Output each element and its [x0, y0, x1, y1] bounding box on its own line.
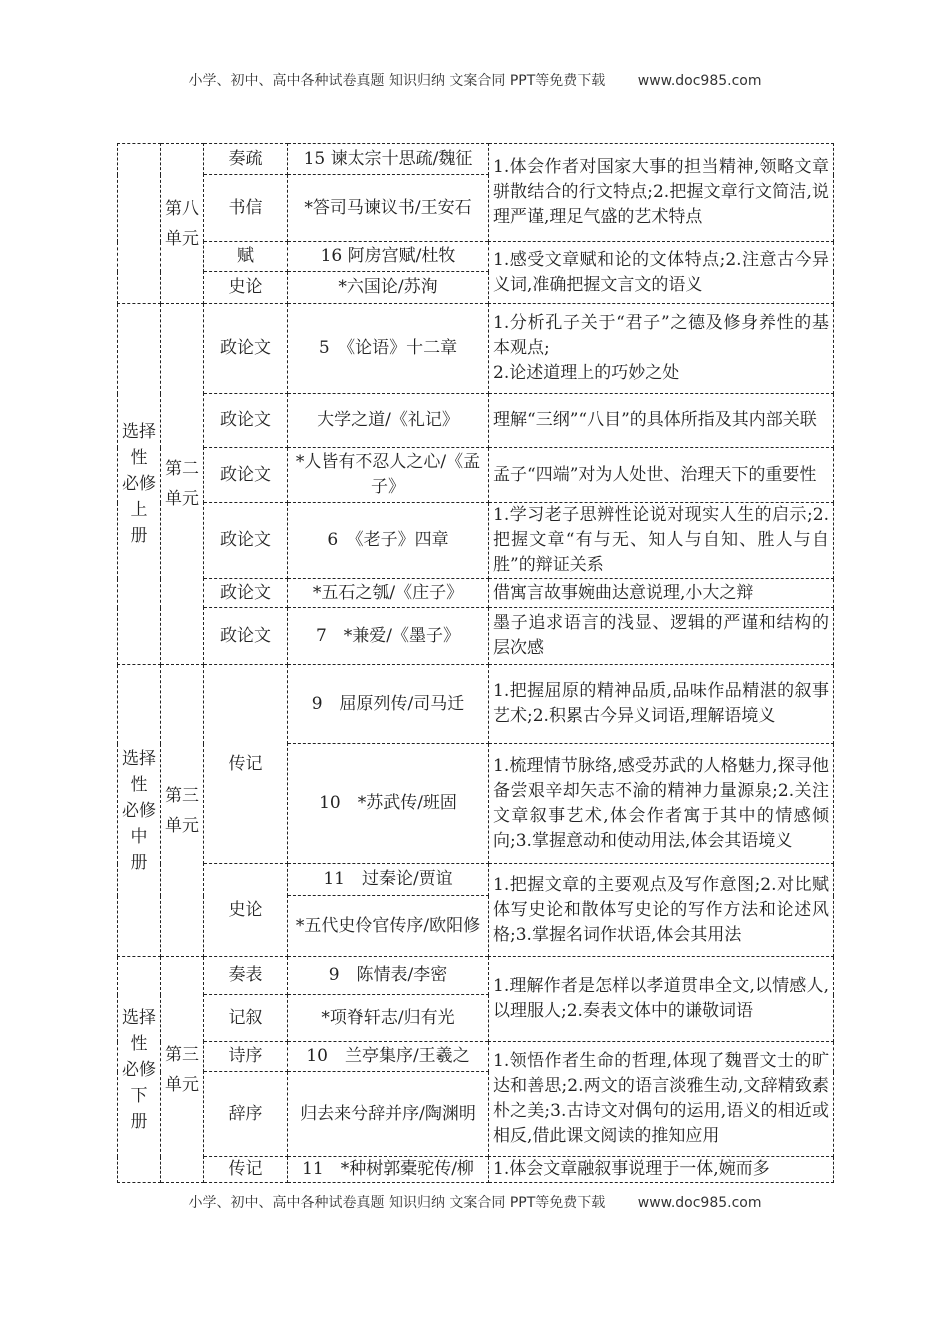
learning-aim-cell: 理解“三纲”“八目”的具体所指及其内部关联 — [489, 394, 834, 448]
text-title-cell: 11 *种树郭橐驼传/柳 — [288, 1157, 489, 1183]
footer-site-link[interactable]: www.doc985.com — [637, 1195, 762, 1211]
text-title-cell: 大学之道/《礼记》 — [288, 394, 489, 448]
genre-cell: 政论文 — [204, 579, 288, 608]
learning-aim-cell: 1.理解作者是怎样以孝道贯串全文,以情感人,以理服人;2.奏表文体中的谦敬词语 — [489, 957, 834, 1042]
text-title-cell: *人皆有不忍人之心/《孟子》 — [288, 448, 489, 503]
footer-text: 小学、初中、高中各种试卷真题 知识归纳 文案合同 PPT等免费下载 — [188, 1195, 606, 1211]
learning-aim-cell: 1.领悟作者生命的哲理,体现了魏晋文士的旷达和善思;2.两文的语言淡雅生动,文辞精致素朴之美;3.古诗文对偶句的运用,语义的相近或相反,借此课文阅读的推知应用 — [489, 1042, 834, 1157]
learning-aim-cell: 孟子“四端”对为人处世、治理天下的重要性 — [489, 448, 834, 503]
genre-cell: 辞序 — [204, 1072, 288, 1157]
page-footer — [0, 1192, 950, 1212]
text-title-cell: 9 陈情表/李密 — [288, 957, 489, 995]
header-site-link[interactable]: www.doc985.com — [637, 73, 762, 89]
table-row — [118, 503, 834, 579]
curriculum-table — [117, 143, 834, 1183]
table-row — [118, 242, 834, 272]
unit-cell: 第三 单元 — [161, 665, 204, 957]
text-title-cell: 9 屈原列传/司马迁 — [288, 665, 489, 744]
table-row — [118, 1042, 834, 1072]
volume-cell: 选择 性 必修 下 册 — [118, 957, 161, 1183]
genre-cell: 政论文 — [204, 304, 288, 394]
learning-aim-cell: 1.学习老子思辨性论说对现实人生的启示;2.把握文章“有与无、知人与自知、胜人与自胜”的辩证关系 — [489, 503, 834, 579]
text-title-cell: 10 *苏武传/班固 — [288, 744, 489, 864]
page-header — [0, 70, 950, 90]
table-row — [118, 608, 834, 665]
header-text: 小学、初中、高中各种试卷真题 知识归纳 文案合同 PPT等免费下载 — [188, 73, 606, 89]
genre-cell: 奏表 — [204, 957, 288, 995]
learning-aim-cell: 1.把握文章的主要观点及写作意图;2.对比赋体写史论和散体写史论的写作方法和论述风格;3.掌握名词作状语,体会其用法 — [489, 864, 834, 957]
genre-cell: 史论 — [204, 864, 288, 957]
table-row — [118, 304, 834, 394]
text-title-cell: 5 《论语》十二章 — [288, 304, 489, 394]
text-title-cell: 16 阿房宫赋/杜牧 — [288, 242, 489, 272]
genre-cell: 传记 — [204, 665, 288, 864]
learning-aim-cell: 1.感受文章赋和论的文体特点;2.注意古今异义词,准确把握文言文的语义 — [489, 242, 834, 304]
genre-cell: 传记 — [204, 1157, 288, 1183]
genre-cell: 史论 — [204, 272, 288, 304]
genre-cell: 政论文 — [204, 503, 288, 579]
learning-aim-cell: 1.梳理情节脉络,感受苏武的人格魅力,探寻他备尝艰辛却矢志不渝的精神力量源泉;2.关注文章叙事艺术,体会作者寓于其中的情感倾向;3.掌握意动和使动用法,体会其语境义 — [489, 744, 834, 864]
text-title-cell: *答司马谏议书/王安石 — [288, 175, 489, 242]
genre-cell: 政论文 — [204, 448, 288, 503]
text-title-cell: 6 《老子》四章 — [288, 503, 489, 579]
unit-cell: 第八 单元 — [161, 144, 204, 304]
genre-cell: 书信 — [204, 175, 288, 242]
learning-aim-cell: 墨子追求语言的浅显、逻辑的严谨和结构的层次感 — [489, 608, 834, 665]
table-row — [118, 864, 834, 896]
table-row — [118, 448, 834, 503]
text-title-cell: 7 *兼爱/《墨子》 — [288, 608, 489, 665]
genre-cell: 奏疏 — [204, 144, 288, 175]
text-title-cell: *六国论/苏洵 — [288, 272, 489, 304]
text-title-cell: 10 兰亭集序/王羲之 — [288, 1042, 489, 1072]
unit-cell: 第二 单元 — [161, 304, 204, 665]
table-row — [118, 665, 834, 744]
volume-cell: 选择 性 必修 上 册 — [118, 304, 161, 665]
text-title-cell: *五代史伶官传序/欧阳修 — [288, 896, 489, 957]
learning-aim-cell: 借寓言故事婉曲达意说理,小大之辩 — [489, 579, 834, 608]
genre-cell: 记叙 — [204, 995, 288, 1042]
volume-cell: 选择 性 必修 中 册 — [118, 665, 161, 957]
table-row — [118, 144, 834, 175]
genre-cell: 政论文 — [204, 608, 288, 665]
text-title-cell: 15 谏太宗十思疏/魏征 — [288, 144, 489, 175]
table-row — [118, 957, 834, 995]
table-row — [118, 579, 834, 608]
unit-cell: 第三 单元 — [161, 957, 204, 1183]
text-title-cell: 归去来兮辞并序/陶渊明 — [288, 1072, 489, 1157]
text-title-cell: *项脊轩志/归有光 — [288, 995, 489, 1042]
learning-aim-cell: 1.体会作者对国家大事的担当精神,领略文章骈散结合的行文特点;2.把握文章行文简洁,说理严谨,理足气盛的艺术特点 — [489, 144, 834, 242]
learning-aim-cell: 1.分析孔子关于“君子”之德及修身养性的基本观点; 2.论述道理上的巧妙之处 — [489, 304, 834, 394]
table-row — [118, 394, 834, 448]
learning-aim-cell: 1.体会文章融叙事说理于一体,婉而多 — [489, 1157, 834, 1183]
learning-aim-cell: 1.把握屈原的精神品质,品味作品精湛的叙事艺术;2.积累古今异义词语,理解语境义 — [489, 665, 834, 744]
text-title-cell: *五石之瓠/《庄子》 — [288, 579, 489, 608]
genre-cell: 赋 — [204, 242, 288, 272]
table-row — [118, 1157, 834, 1183]
genre-cell: 政论文 — [204, 394, 288, 448]
genre-cell: 诗序 — [204, 1042, 288, 1072]
text-title-cell: 11 过秦论/贾谊 — [288, 864, 489, 896]
volume-cell — [118, 144, 161, 304]
